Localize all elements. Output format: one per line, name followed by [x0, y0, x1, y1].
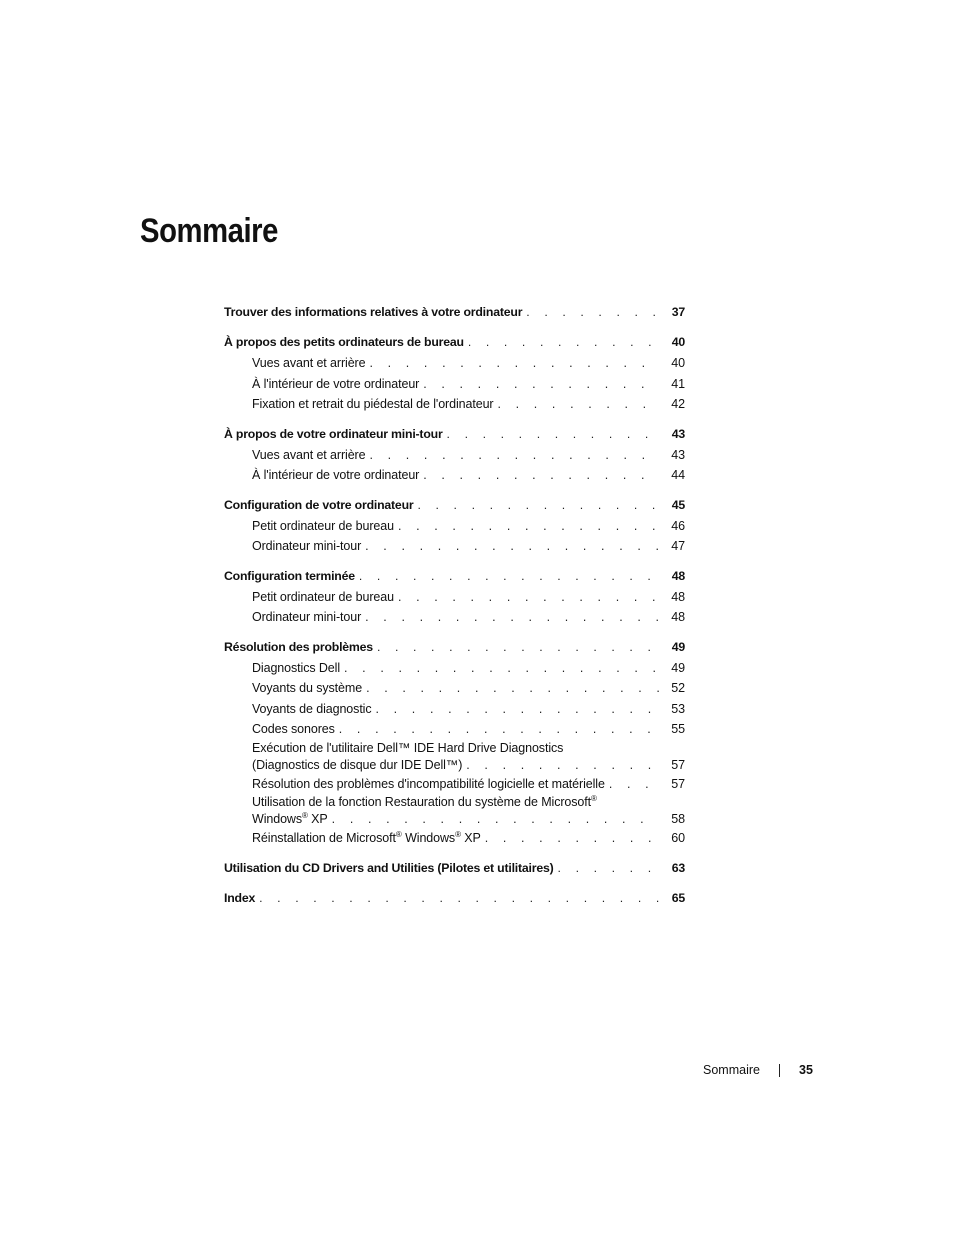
- page-number: 35: [799, 1063, 813, 1077]
- title-text: XP: [460, 831, 481, 845]
- dot-leader: [332, 811, 659, 828]
- toc-subentry-line2: [252, 811, 685, 828]
- registered-mark: ®: [395, 830, 402, 839]
- dot-leader: [398, 516, 659, 537]
- dot-leader: [423, 465, 659, 486]
- toc-entry[interactable]: [224, 858, 685, 879]
- toc-subentry[interactable]: [224, 465, 685, 486]
- toc-entry[interactable]: [224, 888, 685, 909]
- toc-subentry-page: 60: [671, 831, 685, 845]
- toc-subentry-page: 48: [671, 589, 685, 604]
- toc-entry-page: 40: [671, 335, 685, 349]
- dot-leader: [447, 424, 659, 445]
- toc-subentry-page: 53: [671, 701, 685, 716]
- toc-entry[interactable]: [224, 637, 685, 658]
- toc-subentry-page: 48: [671, 610, 685, 624]
- toc-subentry-page: 57: [671, 757, 685, 772]
- dot-leader: [497, 394, 659, 415]
- toc-entry[interactable]: [224, 332, 685, 353]
- toc-entry[interactable]: [224, 302, 685, 323]
- dot-leader: [259, 888, 659, 909]
- toc-subentry[interactable]: [224, 658, 685, 679]
- toc-subentry-title: [252, 828, 481, 849]
- toc-subentry-title: Ordinateur mini-tour: [252, 610, 362, 624]
- toc-subentry[interactable]: [224, 678, 685, 699]
- page-title: Sommaire: [140, 212, 278, 250]
- toc-entry-page: 48: [671, 568, 685, 583]
- toc-subentry[interactable]: [224, 587, 685, 608]
- toc-subentry-title-line2: [252, 811, 328, 828]
- toc-subentry-page: 55: [671, 722, 685, 736]
- toc-subentry-line2: [252, 757, 685, 774]
- toc-entry-page: 63: [671, 860, 685, 875]
- toc-subentry-page: 41: [671, 376, 685, 391]
- dot-leader: [339, 719, 659, 740]
- toc-section: [224, 637, 685, 849]
- toc-entry-title: Configuration terminée: [224, 568, 355, 583]
- toc-entry-title: Résolution des problèmes: [224, 639, 373, 654]
- toc-section: [224, 302, 685, 323]
- toc-entry-page: 45: [671, 497, 685, 512]
- dot-leader: [398, 587, 659, 608]
- toc-subentry-title: Ordinateur mini-tour: [252, 539, 362, 553]
- footer-label: Sommaire: [703, 1063, 760, 1077]
- toc-section: [224, 495, 685, 557]
- toc-subentry-page: 40: [671, 356, 685, 370]
- title-text: Utilisation de la fonction Restauration du système de Microsoft: [252, 795, 592, 809]
- toc-subentry-title: Vues avant et arrière: [252, 447, 366, 462]
- title-text: Réinstallation de Microsoft: [252, 831, 396, 845]
- toc-subentry[interactable]: [224, 445, 685, 466]
- table-of-contents: [224, 302, 685, 918]
- toc-subentry-title: Petit ordinateur de bureau: [252, 518, 394, 533]
- dot-leader: [423, 374, 659, 395]
- dot-leader: [369, 353, 659, 374]
- toc-section: [224, 424, 685, 486]
- toc-subentry-title-line1: [252, 794, 685, 811]
- toc-subentry[interactable]: [224, 353, 685, 374]
- dot-leader: [369, 445, 659, 466]
- toc-subentry[interactable]: [224, 607, 685, 628]
- toc-subentry-title: Codes sonores: [252, 722, 335, 736]
- toc-subentry-page: 46: [671, 518, 685, 533]
- toc-entry[interactable]: [224, 424, 685, 445]
- toc-subentry-title: Diagnostics Dell: [252, 660, 341, 675]
- toc-section: [224, 858, 685, 879]
- dot-leader: [376, 699, 659, 720]
- toc-entry-title: Index: [224, 890, 256, 905]
- dot-leader: [359, 566, 659, 587]
- toc-subentry-title: Fixation et retrait du piédestal de l'ordinateur: [252, 397, 494, 411]
- toc-subentry[interactable]: [224, 536, 685, 557]
- toc-subentry[interactable]: [224, 394, 685, 415]
- dot-leader: [417, 495, 659, 516]
- dot-leader: [365, 607, 659, 628]
- toc-entry-title: À propos des petits ordinateurs de bureau: [224, 335, 464, 349]
- toc-entry-page: 65: [671, 890, 685, 905]
- toc-subentry-page: 57: [671, 776, 685, 791]
- dot-leader: [466, 757, 659, 774]
- toc-entry-title: Configuration de votre ordinateur: [224, 497, 414, 512]
- title-text: XP: [307, 812, 328, 826]
- toc-entry-title: Trouver des informations relatives à votre ordinateur: [224, 305, 523, 319]
- toc-subentry[interactable]: [224, 699, 685, 720]
- toc-subentry-page: 58: [671, 812, 685, 826]
- toc-subentry-title: Résolution des problèmes d'incompatibilité logicielle et matérielle: [252, 776, 605, 791]
- page-footer: [0, 1063, 954, 1079]
- toc-subentry-page: 49: [671, 660, 685, 675]
- toc-entry[interactable]: [224, 495, 685, 516]
- toc-entry-title: À propos de votre ordinateur mini-tour: [224, 426, 443, 441]
- toc-subentry[interactable]: [224, 794, 685, 828]
- dot-leader: [468, 332, 659, 353]
- toc-subentry-title: Vues avant et arrière: [252, 356, 366, 370]
- toc-entry-page: 43: [671, 426, 685, 441]
- toc-subentry[interactable]: [224, 719, 685, 740]
- toc-subentry-page: 44: [671, 468, 685, 482]
- toc-section: [224, 888, 685, 909]
- dot-leader: [344, 658, 659, 679]
- toc-subentry-page: 43: [671, 447, 685, 462]
- registered-mark: ®: [302, 811, 308, 820]
- toc-subentry[interactable]: [224, 740, 685, 774]
- toc-subentry-title: À l'intérieur de votre ordinateur: [252, 376, 420, 391]
- toc-entry-title: Utilisation du CD Drivers and Utilities (Pilotes et utilitaires): [224, 860, 554, 875]
- dot-leader: [377, 637, 659, 658]
- toc-subentry-title: Voyants du système: [252, 681, 363, 695]
- toc-subentry-page: 42: [671, 397, 685, 411]
- toc-entry-page: 49: [671, 639, 685, 654]
- dot-leader: [526, 302, 659, 323]
- toc-subentry-title: À l'intérieur de votre ordinateur: [252, 468, 420, 482]
- dot-leader: [365, 536, 659, 557]
- toc-subentry-page: 52: [671, 681, 685, 695]
- toc-subentry-title-line1: Exécution de l'utilitaire Dell™ IDE Hard Drive Diagnostics: [252, 740, 564, 755]
- dot-leader: [366, 678, 659, 699]
- toc-subentry[interactable]: [224, 774, 685, 795]
- toc-subentry-title-line2: (Diagnostics de disque dur IDE Dell™): [252, 757, 463, 772]
- footer-divider: [779, 1064, 780, 1077]
- toc-subentry[interactable]: [224, 374, 685, 395]
- toc-subentry[interactable]: [224, 828, 685, 849]
- title-text: Windows: [401, 831, 456, 845]
- toc-subentry-title: Voyants de diagnostic: [252, 701, 372, 716]
- toc-entry[interactable]: [224, 566, 685, 587]
- toc-entry-page: 37: [671, 305, 685, 319]
- registered-mark: ®: [455, 830, 461, 839]
- toc-subentry-title: Petit ordinateur de bureau: [252, 589, 394, 604]
- toc-subentry-page: 47: [671, 539, 685, 553]
- toc-section: [224, 332, 685, 415]
- title-text: Windows: [252, 812, 303, 826]
- dot-leader: [485, 828, 659, 849]
- dot-leader: [558, 858, 659, 879]
- toc-section: [224, 566, 685, 628]
- registered-mark: ®: [591, 794, 597, 803]
- dot-leader: [609, 774, 659, 795]
- toc-subentry[interactable]: [224, 516, 685, 537]
